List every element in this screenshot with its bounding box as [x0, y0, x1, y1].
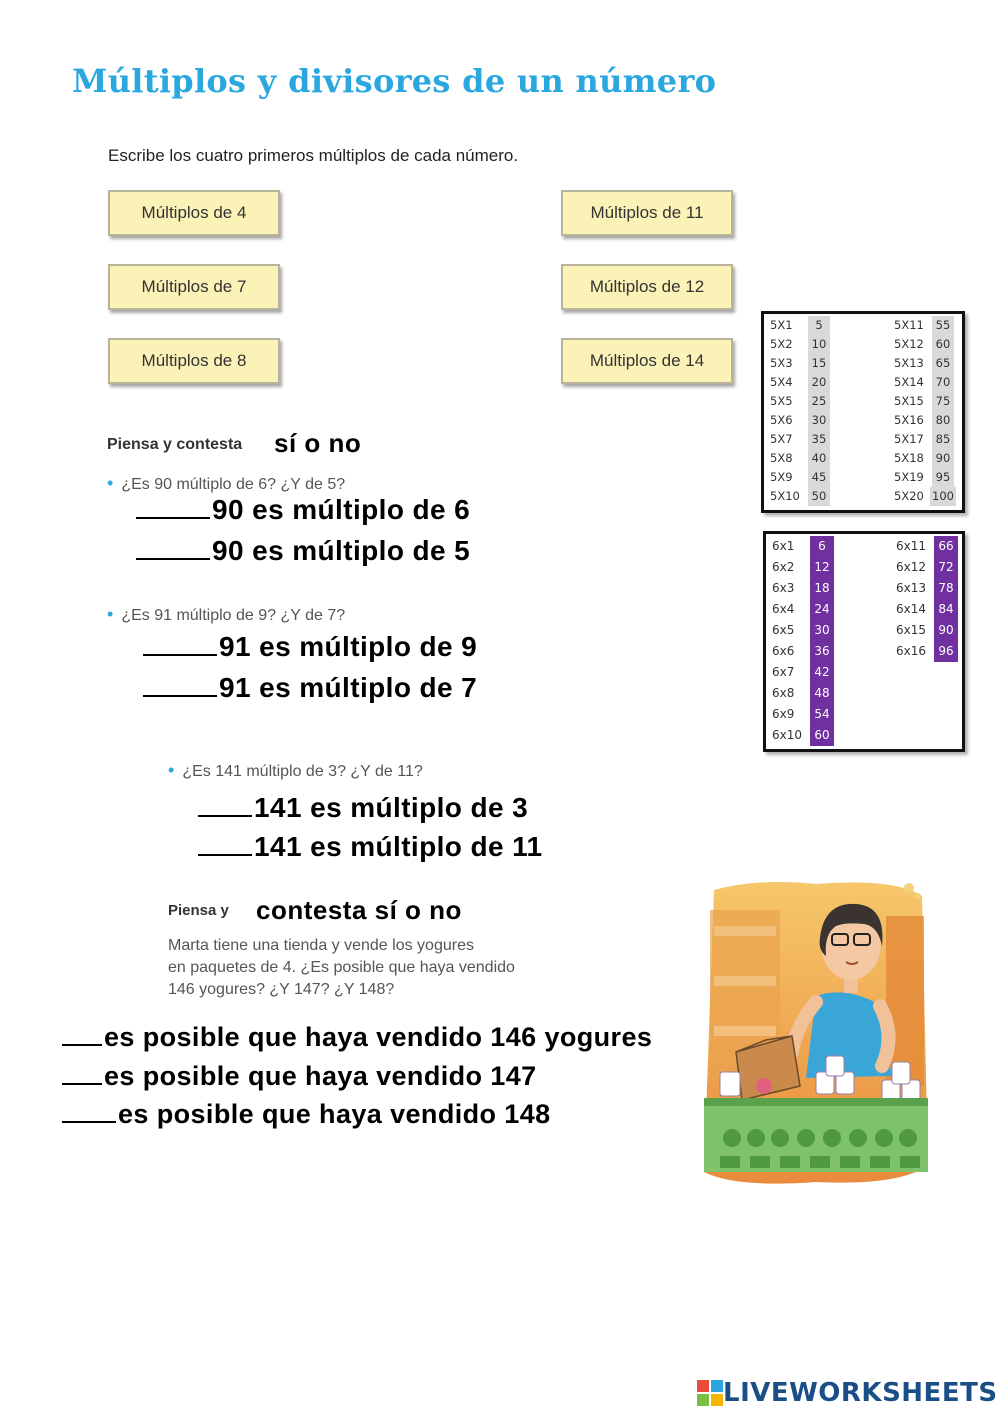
table-cell-expression: 5X5 [770, 394, 793, 408]
answer-blank[interactable] [136, 515, 210, 519]
table-cell-value: 100 [930, 487, 956, 506]
table-cell-value: 66 [934, 536, 958, 557]
table-cell-value: 10 [808, 335, 830, 354]
table-cell-value: 90 [934, 620, 958, 641]
table-cell-expression: 6x16 [896, 644, 927, 658]
table5-row [764, 411, 956, 430]
table-cell-expression: 5X8 [770, 451, 793, 465]
question-91 [107, 604, 345, 625]
answer-blank[interactable] [62, 1042, 102, 1046]
bullet-icon: • [168, 760, 175, 780]
answer-91-9 [143, 631, 477, 663]
table-cell-value: 55 [932, 316, 954, 335]
table-cell-value: 65 [932, 354, 954, 373]
multiples-box-8: Múltiplos de 8 [108, 338, 280, 384]
table-cell-value: 54 [810, 704, 834, 725]
page-title: Múltiplos y divisores de un número [72, 62, 717, 100]
table6-row [766, 536, 956, 557]
instruction-multiples: Escribe los cuatro primeros múltiplos de cada número. [108, 146, 519, 165]
answer-blank[interactable] [62, 1119, 116, 1123]
table-cell-value: 40 [808, 449, 830, 468]
table-cell-value: 95 [932, 468, 954, 487]
answer-90-5 [136, 535, 470, 567]
table-cell-expression: 5X1 [770, 318, 793, 332]
table-cell-expression: 6x9 [772, 707, 795, 721]
multiples-box-11: Múltiplos de 11 [561, 190, 733, 236]
table6-row [766, 662, 956, 683]
table-cell-value: 45 [808, 468, 830, 487]
question-141 [168, 760, 423, 781]
answer-91-7 [143, 672, 477, 704]
answer-blank[interactable] [62, 1081, 102, 1085]
table-cell-value: 30 [810, 620, 834, 641]
table-cell-value: 12 [810, 557, 834, 578]
contesta-si-no-label: contesta sí o no [256, 895, 462, 925]
answer-text: es posible que haya vendido 147 [104, 1061, 537, 1091]
table-cell-value: 15 [808, 354, 830, 373]
problem-line: Marta tiene una tienda y vende los yogures [168, 937, 474, 954]
table-cell-expression: 5X9 [770, 470, 793, 484]
table-cell-expression: 6x15 [896, 623, 927, 637]
table-cell-expression: 6x12 [896, 560, 927, 574]
si-no-label: sí o no [274, 428, 362, 458]
table-cell-expression: 6x5 [772, 623, 795, 637]
answer-text: 90 es múltiplo de 6 [212, 494, 471, 525]
table-cell-value: 85 [932, 430, 954, 449]
bullet-icon: • [107, 604, 114, 624]
think-label-2: Piensa y [168, 902, 229, 919]
table-cell-expression: 5X10 [770, 489, 800, 503]
multiples-box-4: Múltiplos de 4 [108, 190, 280, 236]
table-cell-value: 6 [810, 536, 834, 557]
table-cell-expression: 6x1 [772, 539, 795, 553]
think-answer-label: Piensa y contesta [107, 436, 243, 453]
table-cell-expression: 6x11 [896, 539, 927, 553]
multiples-box-7: Múltiplos de 7 [108, 264, 280, 310]
table-cell-expression: 6x7 [772, 665, 795, 679]
answer-yogurt-146 [62, 1022, 652, 1053]
table-cell-value: 18 [810, 578, 834, 599]
table-cell-value: 72 [934, 557, 958, 578]
table-cell-value: 30 [808, 411, 830, 430]
answer-blank[interactable] [198, 852, 252, 856]
table-cell-expression: 6x6 [772, 644, 795, 658]
bullet-icon: • [107, 473, 114, 493]
table5-row [764, 316, 956, 335]
table-cell-expression: 5X4 [770, 375, 793, 389]
table-cell-expression: 5X17 [894, 432, 924, 446]
table-cell-value: 24 [810, 599, 834, 620]
table-cell-expression: 5X6 [770, 413, 793, 427]
table-cell-value: 5 [808, 316, 830, 335]
table-cell-expression: 5X13 [894, 356, 924, 370]
table-cell-expression: 5X16 [894, 413, 924, 427]
yogurt-problem [168, 935, 515, 1001]
table-cell-expression: 6x4 [772, 602, 795, 616]
answer-yogurt-148 [62, 1099, 551, 1130]
table-cell-value: 60 [932, 335, 954, 354]
table-cell-value: 75 [932, 392, 954, 411]
answer-text: 90 es múltiplo de 5 [212, 535, 471, 566]
table-cell-expression: 5X20 [894, 489, 924, 503]
table-cell-expression: 5X19 [894, 470, 924, 484]
table-cell-expression: 5X3 [770, 356, 793, 370]
liveworksheets-logo [697, 1376, 998, 1410]
problem-line: 146 yogures? ¿Y 147? ¿Y 148? [168, 981, 395, 998]
question-90 [107, 473, 345, 494]
table6-row [766, 557, 956, 578]
question-text: ¿Es 141 múltiplo de 3? ¿Y de 11? [182, 763, 423, 780]
table-cell-expression: 6x13 [896, 581, 927, 595]
answer-text: 141 es múltiplo de 11 [254, 831, 543, 862]
answer-text: es posible que haya vendido 146 yogures [104, 1022, 653, 1052]
answer-blank[interactable] [143, 652, 217, 656]
answer-blank[interactable] [136, 556, 210, 560]
table6-row [766, 683, 956, 704]
table-cell-value: 60 [810, 725, 834, 746]
table-cell-expression: 5X11 [894, 318, 924, 332]
table-cell-value: 35 [808, 430, 830, 449]
table5-row [764, 487, 956, 506]
table-cell-value: 90 [932, 449, 954, 468]
table-cell-expression: 6x10 [772, 728, 803, 742]
multiples-box-12: Múltiplos de 12 [561, 264, 733, 310]
logo-icon [697, 1380, 723, 1406]
table5-row [764, 392, 956, 411]
table-cell-expression: 6x3 [772, 581, 795, 595]
table-cell-expression: 5X12 [894, 337, 924, 351]
table-cell-expression: 5X14 [894, 375, 924, 389]
times-table-6 [763, 531, 965, 752]
table-cell-value: 25 [808, 392, 830, 411]
table-cell-expression: 6x14 [896, 602, 927, 616]
answer-141-3 [198, 792, 528, 824]
table-cell-expression: 5X15 [894, 394, 924, 408]
problem-line: en paquetes de 4. ¿Es posible que haya vendido [168, 959, 515, 976]
shopkeeper-illustration [696, 876, 934, 1188]
multiples-box-14: Múltiplos de 14 [561, 338, 733, 384]
table-cell-value: 20 [808, 373, 830, 392]
table-cell-value: 84 [934, 599, 958, 620]
table6-row [766, 599, 956, 620]
table6-row [766, 641, 956, 662]
table5-row [764, 354, 956, 373]
table-cell-expression: 5X2 [770, 337, 793, 351]
table-cell-value: 80 [932, 411, 954, 430]
answer-90-6 [136, 494, 470, 526]
logo-text: LIVEWORKSHEETS [723, 1378, 998, 1408]
table-cell-value: 48 [810, 683, 834, 704]
table5-row [764, 449, 956, 468]
table5-row [764, 468, 956, 487]
table-cell-value: 36 [810, 641, 834, 662]
answer-blank[interactable] [143, 693, 217, 697]
table-cell-expression: 5X7 [770, 432, 793, 446]
question-text: ¿Es 91 múltiplo de 9? ¿Y de 7? [121, 607, 346, 624]
table6-row [766, 725, 956, 746]
table5-row [764, 430, 956, 449]
table-cell-value: 70 [932, 373, 954, 392]
table-cell-expression: 5X18 [894, 451, 924, 465]
table-cell-expression: 6x8 [772, 686, 795, 700]
table5-row [764, 373, 956, 392]
answer-text: 91 es múltiplo de 7 [219, 672, 478, 703]
table-cell-value: 50 [808, 487, 830, 506]
table-cell-value: 96 [934, 641, 958, 662]
table6-row [766, 578, 956, 599]
table5-row [764, 335, 956, 354]
table-cell-value: 78 [934, 578, 958, 599]
question-text: ¿Es 90 múltiplo de 6? ¿Y de 5? [121, 476, 346, 493]
answer-text: 91 es múltiplo de 9 [219, 631, 478, 662]
table6-row [766, 704, 956, 725]
table-cell-value: 42 [810, 662, 834, 683]
answer-blank[interactable] [198, 813, 252, 817]
table-cell-expression: 6x2 [772, 560, 795, 574]
answer-text: es posible que haya vendido 148 [118, 1099, 551, 1129]
answer-text: 141 es múltiplo de 3 [254, 792, 529, 823]
table6-row [766, 620, 956, 641]
answer-yogurt-147 [62, 1061, 537, 1092]
answer-141-11 [198, 831, 543, 863]
times-table-5 [761, 311, 965, 513]
